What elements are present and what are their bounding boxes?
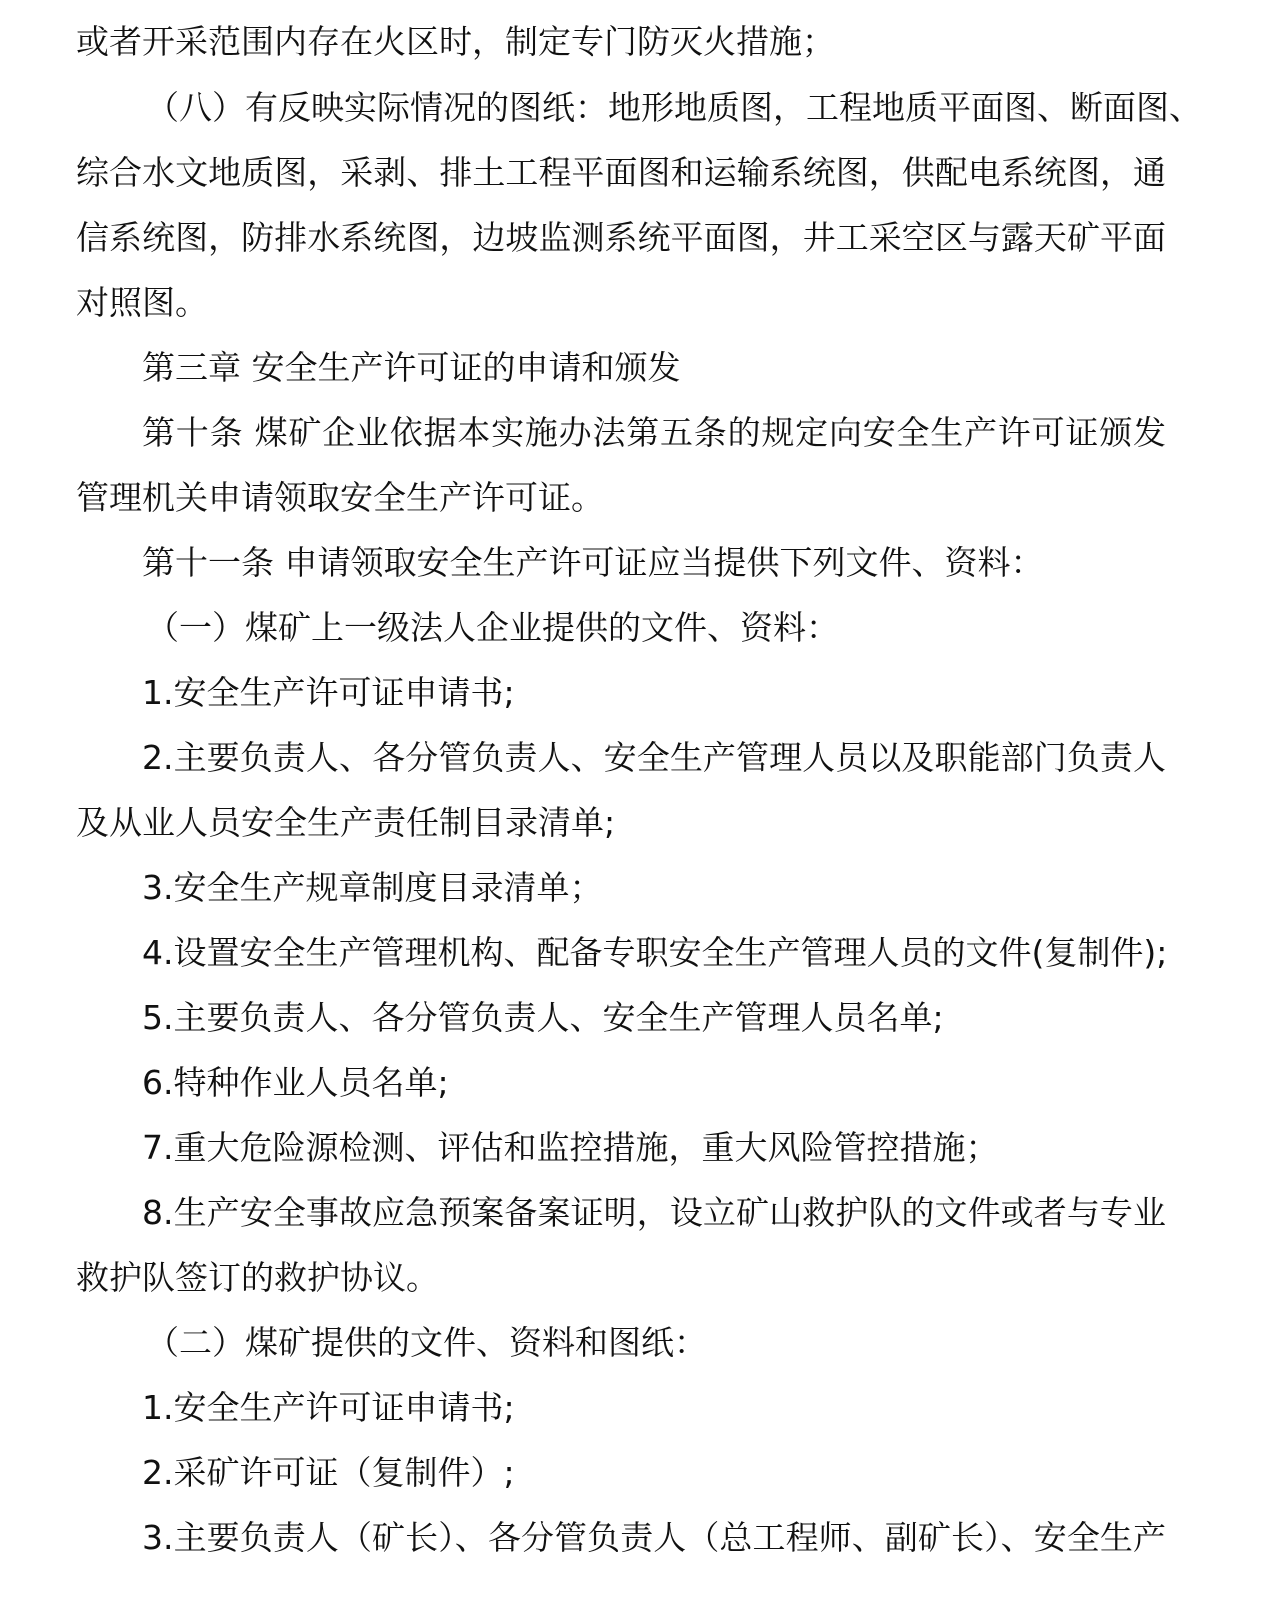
text-line-13: 及从业人员安全生产责任制目录清单;	[76, 803, 616, 842]
text-line-1: 或者开采范围内存在火区时，制定专门防灭火措施；	[76, 22, 835, 61]
text-line-23: 2.采矿许可证（复制件）;	[142, 1453, 515, 1492]
text-line-24: 3.主要负责人（矿长）、各分管负责人（总工程师、副矿长）、安全生产	[142, 1518, 1166, 1557]
text-line-10: （一）煤矿上一级法人企业提供的文件、资料：	[146, 608, 839, 647]
text-line-20: 救护队签订的救护协议。	[76, 1258, 439, 1297]
text-line-12: 2.主要负责人、各分管负责人、安全生产管理人员以及职能部门负责人	[142, 738, 1166, 777]
chapter-heading: 第三章 安全生产许可证的申请和颁发	[142, 348, 681, 387]
text-line-16: 5.主要负责人、各分管负责人、安全生产管理人员名单;	[142, 998, 944, 1037]
text-line-4: 信系统图，防排水系统图，边坡监测系统平面图，井工采空区与露天矿平面	[76, 218, 1166, 257]
text-line-5: 对照图。	[76, 283, 208, 322]
text-line-3: 综合水文地质图，采剥、排土工程平面图和运输系统图，供配电系统图，通	[76, 153, 1166, 192]
text-line-7: 第十条 煤矿企业依据本实施办法第五条的规定向安全生产许可证颁发	[142, 413, 1166, 452]
text-line-2: （八）有反映实际情况的图纸：地形地质图，工程地质平面图、断面图、	[146, 88, 1202, 127]
text-line-22: 1.安全生产许可证申请书;	[142, 1388, 515, 1427]
text-line-17: 6.特种作业人员名单;	[142, 1063, 449, 1102]
text-line-8: 管理机关申请领取安全生产许可证。	[76, 478, 604, 517]
text-line-14: 3.安全生产规章制度目录清单；	[142, 868, 603, 907]
text-line-15: 4.设置安全生产管理机构、配备专职安全生产管理人员的文件(复制件);	[142, 933, 1168, 972]
text-line-11: 1.安全生产许可证申请书;	[142, 673, 515, 712]
text-line-9: 第十一条 申请领取安全生产许可证应当提供下列文件、资料：	[142, 543, 1044, 582]
text-line-18: 7.重大危险源检测、评估和监控措施，重大风险管控措施；	[142, 1128, 999, 1167]
text-line-19: 8.生产安全事故应急预案备案证明，设立矿山救护队的文件或者与专业	[142, 1193, 1166, 1232]
text-line-21: （二）煤矿提供的文件、资料和图纸：	[146, 1323, 707, 1362]
